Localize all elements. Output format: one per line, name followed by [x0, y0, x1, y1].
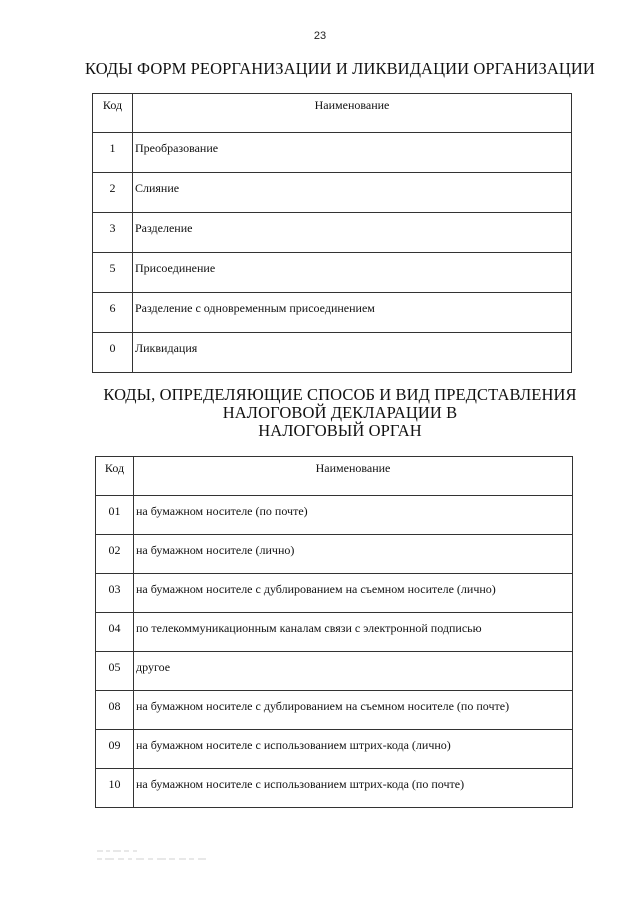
row-code: 02	[108, 543, 121, 557]
table-row	[93, 213, 572, 253]
header-name-label: Наименование	[315, 461, 391, 475]
section1-title: КОДЫ ФОРМ РЕОРГАНИЗАЦИИ И ЛИКВИДАЦИИ ОРГАНИЗАЦИИ	[85, 59, 595, 78]
row-name: другое	[136, 660, 171, 674]
table-row	[96, 496, 573, 535]
row-code: 05	[108, 660, 121, 674]
row-code: 10	[108, 777, 121, 791]
row-name: на бумажном носителе (по почте)	[136, 504, 308, 518]
row-code: 2	[109, 181, 116, 195]
row-name: на бумажном носителе с использованием штрих-кода (по почте)	[136, 777, 465, 791]
table-row	[96, 574, 573, 613]
row-name: Преобразование	[135, 141, 219, 155]
reorganization-codes-table	[92, 93, 572, 373]
row-name: на бумажном носителе с дублированием на съемном носителе (лично)	[136, 582, 496, 596]
header-code-cell	[96, 457, 134, 496]
row-code: 03	[108, 582, 121, 596]
row-name: на бумажном носителе с использованием штрих-кода (лично)	[136, 738, 451, 752]
row-code: 3	[109, 221, 116, 235]
table-row	[93, 333, 572, 373]
section2-title-line3: НАЛОГОВЫЙ ОРГАН	[258, 421, 422, 440]
row-name: Разделение	[135, 221, 193, 235]
section2-title-line1: КОДЫ, ОПРЕДЕЛЯЮЩИЕ СПОСОБ И ВИД ПРЕДСТАВЛЕНИЯ	[103, 385, 577, 404]
table-row	[96, 730, 573, 769]
header-name-cell	[133, 94, 572, 133]
section2-title-line2: НАЛОГОВОЙ ДЕКЛАРАЦИИ В	[222, 403, 458, 422]
header-code-label: Код	[102, 98, 123, 112]
row-code: 08	[108, 699, 121, 713]
row-code: 5	[109, 261, 116, 275]
row-name: Присоединение	[135, 261, 216, 275]
table-header-row	[93, 94, 572, 133]
row-code: 01	[108, 504, 121, 518]
header-name-cell	[134, 457, 573, 496]
table-row	[96, 613, 573, 652]
row-name: Разделение с одновременным присоединением	[135, 301, 375, 315]
table-row	[93, 293, 572, 333]
header-code-label: Код	[104, 461, 125, 475]
row-name: на бумажном носителе (лично)	[136, 543, 295, 557]
row-name: по телекоммуникационным каналам связи с электронной подписью	[136, 621, 482, 635]
table-row	[93, 253, 572, 293]
table-row	[96, 769, 573, 808]
table-row	[96, 691, 573, 730]
header-name-label: Наименование	[314, 98, 390, 112]
header-code-cell	[93, 94, 133, 133]
row-name: Ликвидация	[135, 341, 198, 355]
faint-stamp-mark	[95, 846, 215, 866]
table-row	[93, 173, 572, 213]
row-code: 6	[109, 301, 116, 315]
submission-method-codes-table	[95, 456, 573, 808]
table-row	[96, 652, 573, 691]
page-number: 23	[313, 30, 327, 42]
row-name: на бумажном носителе с дублированием на съемном носителе (по почте)	[136, 699, 510, 713]
table-row	[96, 535, 573, 574]
section2-title	[70, 386, 610, 440]
row-code: 0	[109, 341, 116, 355]
table-row	[93, 133, 572, 173]
row-name: Слияние	[135, 181, 180, 195]
row-code: 04	[108, 621, 121, 635]
table-header-row	[96, 457, 573, 496]
row-code: 09	[108, 738, 121, 752]
row-code: 1	[109, 141, 116, 155]
